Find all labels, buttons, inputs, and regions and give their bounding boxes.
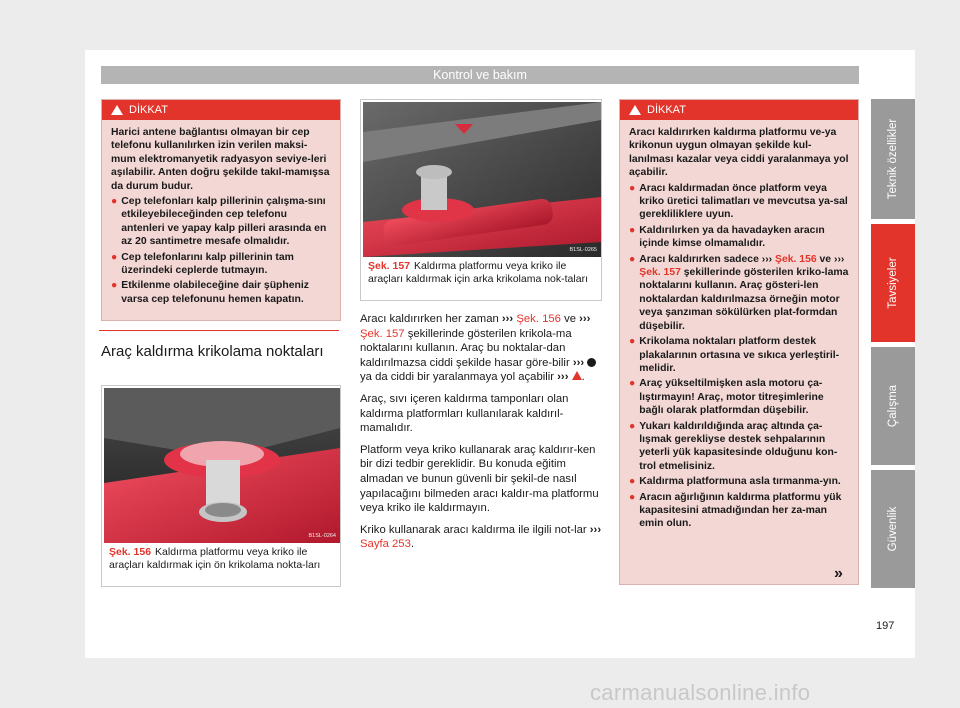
warning-triangle-icon (111, 105, 123, 115)
tab-calisma[interactable]: Çalışma (871, 347, 915, 465)
warning-bullet: ● Aracı kaldırmadan önce platform veya kriko üretici talimatları ve mevcutsa ya-sal gerekliliklere uyun. (629, 182, 848, 221)
warning-bullet: ● Aracı kaldırırken sadece ››› Şek. 156 ve ››› Şek. 157 şekillerinde gösterilen kriko-lama noktalarını kullanın. Araç gösteri-len noktalardan kaldırılmazsa örneğin motor veya şanzıman sökülürken plat-formdan düşebilir. (629, 253, 849, 332)
body-paragraph: Kriko kullanarak aracı kaldırma ile ilgili not-lar ››› Sayfa 253. (360, 523, 602, 551)
tab-tavsiyeler[interactable]: Tavsiyeler (871, 224, 915, 342)
warning-box-left (101, 99, 341, 321)
warning-heading: DİKKAT (129, 104, 168, 116)
figure-ref-link[interactable]: Şek. 157 (639, 267, 681, 279)
warning-bullet: ● Etkilenme olabileceğine dair şüpheniz varsa cep telefonunu hemen kapatın. (111, 280, 309, 305)
continued-arrow-icon: » (834, 565, 843, 582)
figure-156-image (104, 388, 340, 543)
body-text (360, 312, 602, 559)
warning-header (620, 100, 858, 120)
body-paragraph: Aracı kaldırırken her zaman ››› Şek. 156 ve ››› Şek. 157 şekillerinde gösterilen krikola-ma noktalarını kullanın. Araç bu noktalar-dan kaldırılmazsa ciddi şekilde hasar göre-bilir ››› ya da ciddi bir yaralanmaya yol açabilir ››› . (360, 312, 602, 385)
info-icon (587, 358, 596, 367)
warning-bullet: ● Krikolama noktaları platform destek plakalarının ortasına ve sıkıca yerleştiril-melidir. (629, 336, 840, 374)
figure-ref-link[interactable]: Şek. 157 (360, 327, 405, 340)
page-number: 197 (876, 620, 895, 632)
page-ref-link[interactable]: Sayfa 253 (360, 538, 411, 551)
warning-bullet: ● Aracın ağırlığının kaldırma platformu yük kapasitesini atmadığından her za-man emin olun. (629, 491, 842, 530)
page-header: Kontrol ve bakım (101, 66, 859, 84)
figure-157-caption: Şek. 157 Kaldırma platformu veya kriko ile araçları kaldırmak için arka krikolama nok-taları (368, 260, 588, 285)
figure-ref-link[interactable]: Şek. 156 (516, 313, 561, 325)
warning-header (102, 100, 340, 120)
warning-triangle-icon (629, 105, 641, 115)
warning-bullet: ● Araç yükseltilmişken asla motoru ça-lıştırmayın! Araç, motor titreşimlerine bağlı olarak platformdan düşebilir. (629, 378, 824, 417)
figure-157-code: B1SL-0265 (569, 247, 597, 253)
warning-intro: Aracı kaldırırken kaldırma platformu ve-ya krikonun uygun olmayan şekilde kul-lanılması kazalar veya ciddi yaralanmaya yol açabilir. (629, 127, 849, 179)
figure-157-label: Şek. 157 (368, 260, 411, 272)
figure-157-box (360, 99, 602, 301)
tab-guvenlik[interactable]: Güvenlik (871, 470, 915, 588)
warning-bullet: ● Cep telefonları kalp pillerinin çalışma-sını etkileyebileceğinden cep telefonu antenleri ve yapay kalp pilleri arasında en az 20 santimetre mesafe olmalıdır. (111, 196, 327, 248)
warning-box-right (619, 99, 859, 585)
body-paragraph: Platform veya kriko kullanarak araç kaldırır-ken bir dizi tedbir gereklidir. Bu konuda eğitim almadan ve bunun güvenli bir şekil-de nasıl yapılacağını bilmeden aracı kaldır-ma platformu veya kriko ile kaldırmayın. (360, 443, 599, 515)
watermark: carmanualsonline.info (590, 680, 811, 705)
section-title: Araç kaldırma krikolama noktaları (101, 343, 324, 360)
body-paragraph: Araç, sıvı içeren kaldırma tamponları olan kaldırma platformları kullanılarak kaldırıl-mamalıdır. (360, 392, 569, 435)
tab-teknik-ozellikler[interactable]: Teknik özellikler (871, 99, 915, 219)
warning-bullet: ● Cep telefonlarını kalp pillerinin tam üzerindeki ceplerde tutmayın. (111, 251, 294, 277)
warning-bullet: ● Kaldırma platformuna asla tırmanma-yın. (629, 476, 841, 488)
figure-156-label: Şek. 156 (109, 546, 152, 558)
warning-small-icon (572, 371, 582, 380)
warning-bullet: ● Kaldırılırken ya da havadayken aracın içinde kimse olmamalıdır. (629, 224, 825, 250)
figure-156-code: B1SL-0264 (308, 533, 336, 539)
figure-156-box (101, 385, 341, 587)
figure-156-caption: Şek. 156 Kaldırma platformu veya kriko ile araçları kaldırmak için ön krikolama nokta-ları (109, 546, 321, 571)
warning-intro: Harici antene bağlantısı olmayan bir cep telefonu kullanılırken izin verilen maksi-mum elektromanyetik radyasyon seviye-leri aşılabilir. Anten doğru şekilde takıl-mamışsa da durum budur. (111, 127, 330, 192)
figure-157-image (363, 102, 601, 257)
figure-ref-link[interactable]: Şek. 156 (775, 253, 817, 265)
warning-bullet: ● Yukarı kaldırıldığında araç altında ça-lışmak gerekliyse destek sehpalarının yeterli yük kapasitesinde olduğunu kon-trol etmelisiniz. (629, 420, 838, 472)
warning-heading: DİKKAT (647, 104, 686, 116)
